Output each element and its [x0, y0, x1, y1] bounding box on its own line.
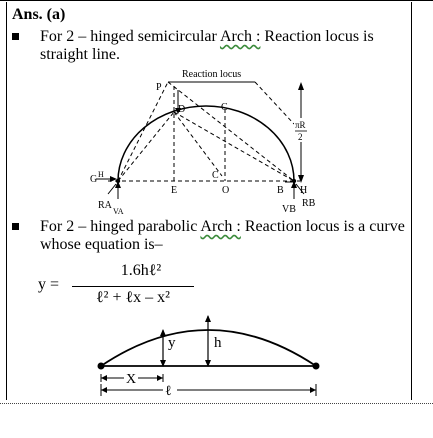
- fraction-bar: [72, 286, 194, 287]
- label-c-top: C: [221, 102, 228, 113]
- label-g: G: [90, 174, 98, 185]
- label-l: ℓ: [165, 384, 172, 399]
- label-ra: RA: [98, 200, 112, 211]
- label-o: O: [222, 185, 230, 196]
- label-p: P: [156, 82, 162, 93]
- equation-lhs: y =: [38, 276, 60, 293]
- bullet1-link: Arch :: [219, 28, 261, 45]
- label-h: h: [214, 335, 222, 351]
- label-pi-r: πR: [295, 120, 306, 130]
- label-rb: RB: [302, 198, 316, 209]
- section-divider: [0, 403, 433, 404]
- bullet-square-icon: [12, 223, 19, 230]
- bullet2-pre: For 2 – hinged parabolic: [40, 218, 198, 235]
- label-two: 2: [298, 132, 303, 142]
- bullet2-post: Reaction locus is a curve whose equation is–: [40, 218, 405, 253]
- equation-numerator: 1.6hℓ²: [120, 262, 162, 279]
- label-va: VA: [113, 207, 124, 216]
- label-h-right: H: [300, 185, 308, 196]
- bullet1-pre: For 2 – hinged semicircular: [40, 28, 217, 45]
- semicircular-arch-diagram: [0, 64, 433, 220]
- label-b: B: [277, 185, 284, 196]
- label-e: E: [171, 185, 178, 196]
- label-vb: VB: [282, 204, 296, 215]
- equation-denominator: ℓ² + ℓx – x²: [96, 289, 170, 306]
- answer-heading: Ans. (a): [12, 6, 66, 23]
- bullet-square-icon: [12, 33, 19, 40]
- label-x: X: [126, 372, 137, 387]
- label-h-left: H: [98, 170, 104, 179]
- label-d: D: [178, 104, 186, 115]
- equation: [38, 262, 238, 312]
- label-y: y: [168, 335, 176, 351]
- bullet2-link: Arch :: [200, 218, 241, 235]
- parabolic-arch-diagram: [0, 310, 433, 400]
- bullet1-post: Reaction locus is straight line.: [40, 28, 374, 63]
- label-c-mid: C: [212, 170, 219, 181]
- label-reaction-locus: Reaction locus: [182, 69, 242, 80]
